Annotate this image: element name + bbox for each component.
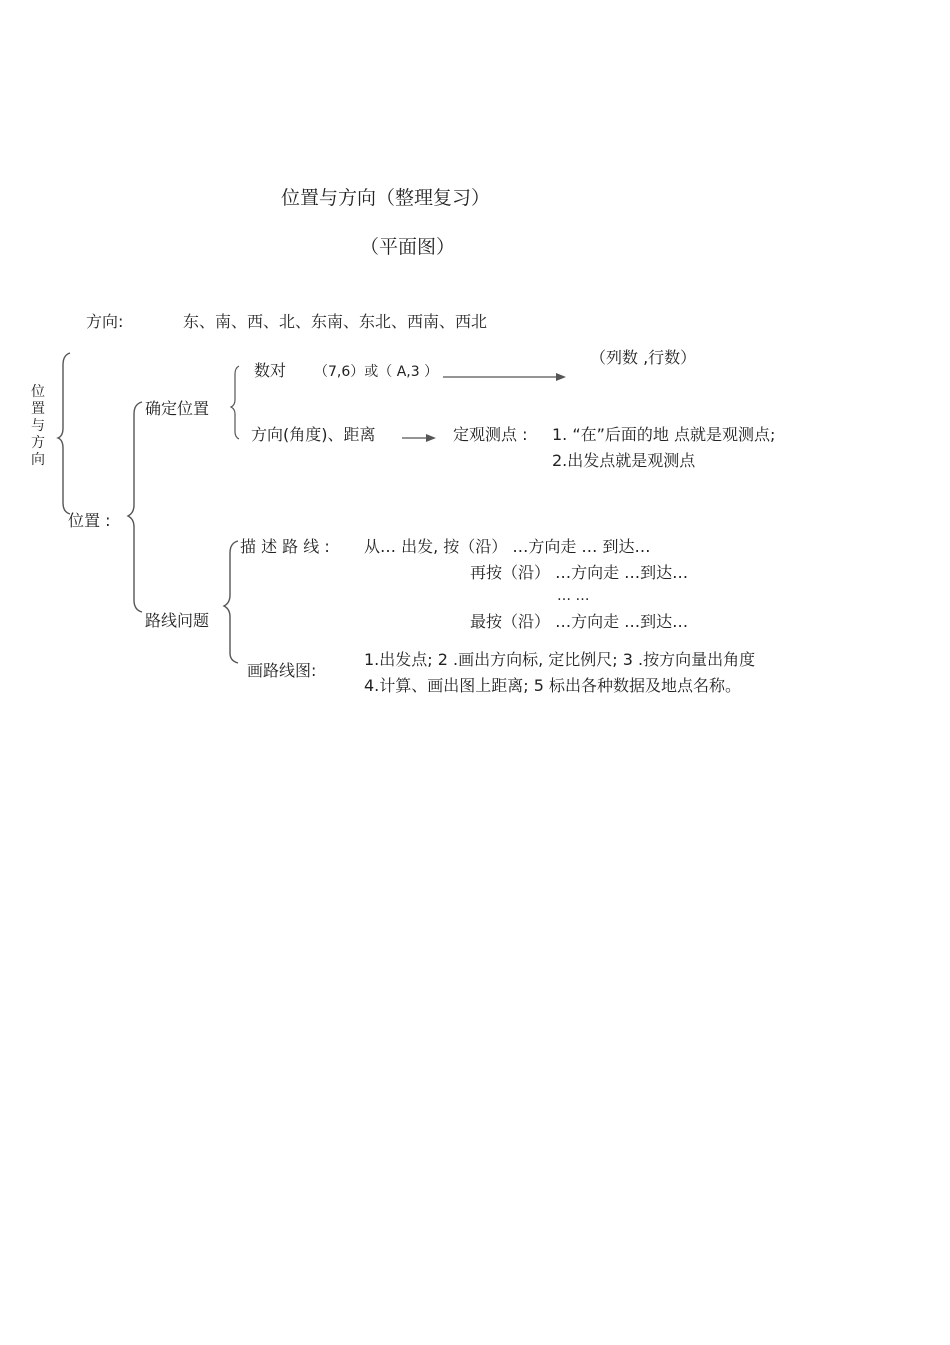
pair-example: （7,6）或（ A,3 ） bbox=[314, 364, 439, 380]
observe-rule-1: 1. “在”后面的地 点就是观测点; bbox=[552, 425, 776, 444]
describe-route-line-2: 再按（沿） …方向走 …到达… bbox=[470, 563, 689, 582]
page-title: 位置与方向（整理复习） bbox=[281, 187, 491, 209]
describe-route-ellipsis: … … bbox=[557, 588, 590, 604]
draw-route-step-2: 4.计算、画出图上距离; 5 标出各种数据及地点名称。 bbox=[364, 676, 742, 695]
direction-label: 方向: bbox=[86, 312, 124, 331]
pair-arrow-head bbox=[556, 373, 566, 381]
observe-arrow-head bbox=[426, 434, 436, 442]
outer-brace bbox=[58, 353, 70, 514]
direction-distance-label: 方向(角度)、距离 bbox=[251, 425, 376, 444]
route-brace bbox=[224, 541, 238, 663]
describe-route-line-1: 从… 出发, 按（沿） …方向走 … 到达… bbox=[364, 537, 651, 556]
determine-label: 确定位置 bbox=[145, 399, 210, 418]
pair-meaning: （列数 ,行数） bbox=[590, 348, 697, 367]
observe-rule-2: 2.出发点就是观测点 bbox=[552, 451, 696, 470]
pair-label: 数对 bbox=[254, 361, 287, 380]
position-brace bbox=[128, 402, 142, 612]
determine-brace bbox=[231, 366, 239, 439]
position-label: 位置 : bbox=[68, 511, 111, 530]
route-label: 路线问题 bbox=[145, 611, 210, 630]
root-vertical-label: 位置与方向 bbox=[31, 384, 45, 468]
draw-route-label: 画路线图: bbox=[247, 661, 317, 680]
draw-route-step-1: 1.出发点; 2 .画出方向标, 定比例尺; 3 .按方向量出角度 bbox=[364, 650, 756, 669]
describe-route-line-3: 最按（沿） …方向走 …到达… bbox=[470, 612, 689, 631]
page-subtitle: （平面图） bbox=[360, 236, 456, 258]
describe-route-label: 描 述 路 线 : bbox=[240, 537, 330, 556]
direction-values: 东、南、西、北、东南、东北、西南、西北 bbox=[183, 312, 488, 331]
observe-label: 定观测点 : bbox=[453, 425, 528, 444]
